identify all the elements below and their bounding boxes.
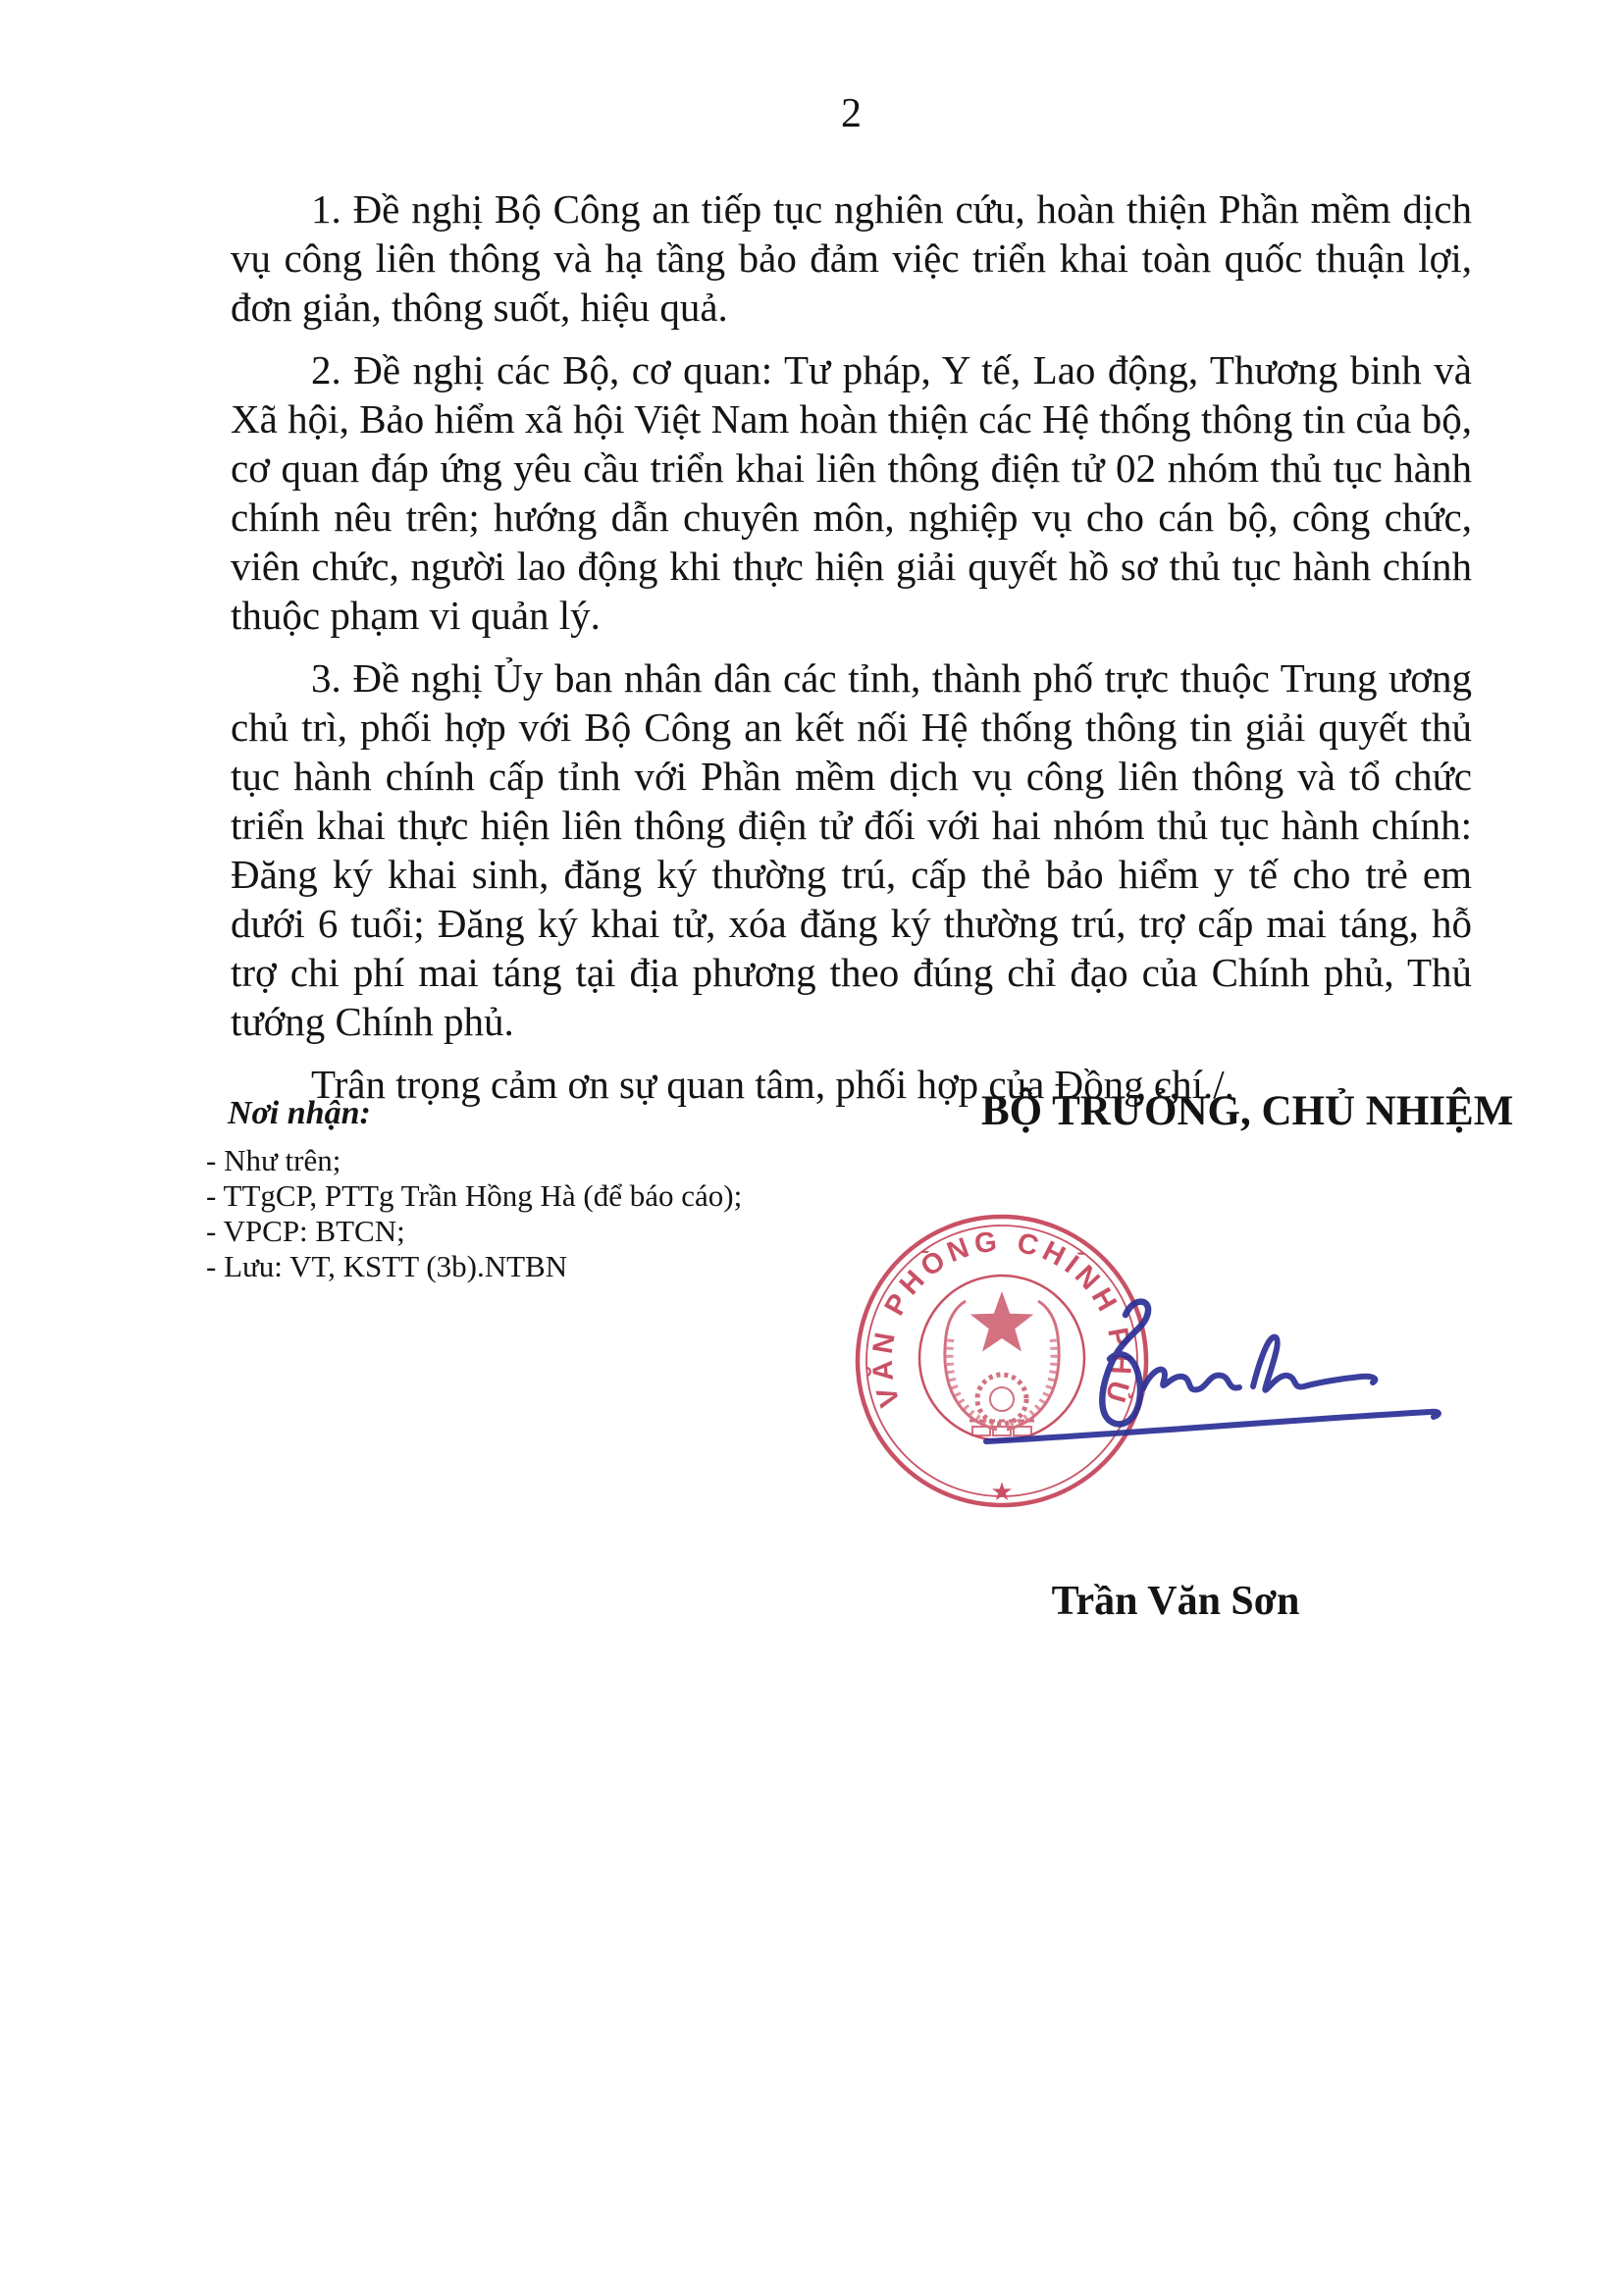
seal-bottom-star-icon: ★: [990, 1477, 1014, 1506]
paragraph-3: 3. Đề nghị Ủy ban nhân dân các tỉnh, thành phố trực thuộc Trung ương chủ trì, phối hợp với Bộ Công an kết nối Hệ thống thông tin giải quyết thủ tục hành chính cấp tỉnh với Phần mềm dịch vụ công liên thông và tổ chức triển khai thực hiện liên thông điện tử đối với hai nhóm thủ tục hành chính: Đăng ký khai sinh, đăng ký thường trú, cấp thẻ bảo hiểm y tế cho trẻ em dưới 6 tuổi; Đăng ký khai tử, xóa đăng ký thường trú, trợ cấp mai táng, hỗ trợ chi phí mai táng tại địa phương theo đúng chỉ đạo của Chính phủ, Thủ tướng Chính phủ.: [231, 655, 1472, 1044]
recipient-item: - Lưu: VT, KSTT (3b).NTBN: [206, 1249, 568, 1283]
recipients-block: [206, 1095, 756, 1284]
document-body: [231, 184, 1472, 1122]
closing-line: Trân trọng cảm ơn sự quan tâm, phối hợp của Đồng chí./.: [311, 1062, 1234, 1107]
paragraph-1: 1. Đề nghị Bộ Công an tiếp tục nghiên cứu, hoàn thiện Phần mềm dịch vụ công liên thông và hạ tầng bảo đảm việc triển khai toàn quốc thuận lợi, đơn giản, thông suốt, hiệu quả.: [231, 186, 1472, 330]
seal-text: VĂN PHÒNG CHÍNH PHỦ: [866, 1226, 1137, 1411]
handwritten-signature: [976, 1271, 1457, 1457]
recipients-list: [206, 1143, 756, 1284]
signer-name: Trần Văn Sơn: [1051, 1579, 1300, 1624]
paragraph-2: 2. Đề nghị các Bộ, cơ quan: Tư pháp, Y tế, Lao động, Thương binh và Xã hội, Bảo hiểm xã hội Việt Nam hoàn thiện các Hệ thống thông tin của bộ, cơ quan đáp ứng yêu cầu triển khai liên thông điện tử 02 nhóm thủ tục hành chính nêu trên; hướng dẫn chuyên môn, nghiệp vụ cho cán bộ, công chức, viên chức, người lao động khi thực hiện giải quyết hồ sơ thủ tục hành chính thuộc phạm vi quản lý.: [231, 347, 1472, 638]
signer-title: BỘ TRƯỞNG, CHỦ NHIỆM: [981, 1088, 1514, 1134]
recipients-label: Nơi nhận:: [228, 1095, 371, 1131]
page-number: 2: [841, 91, 862, 136]
recipient-item: - Như trên;: [206, 1143, 341, 1177]
recipient-item: - VPCP: BTCN;: [206, 1214, 405, 1248]
recipient-item: - TTgCP, PTTg Trần Hồng Hà (để báo cáo);: [206, 1178, 743, 1213]
